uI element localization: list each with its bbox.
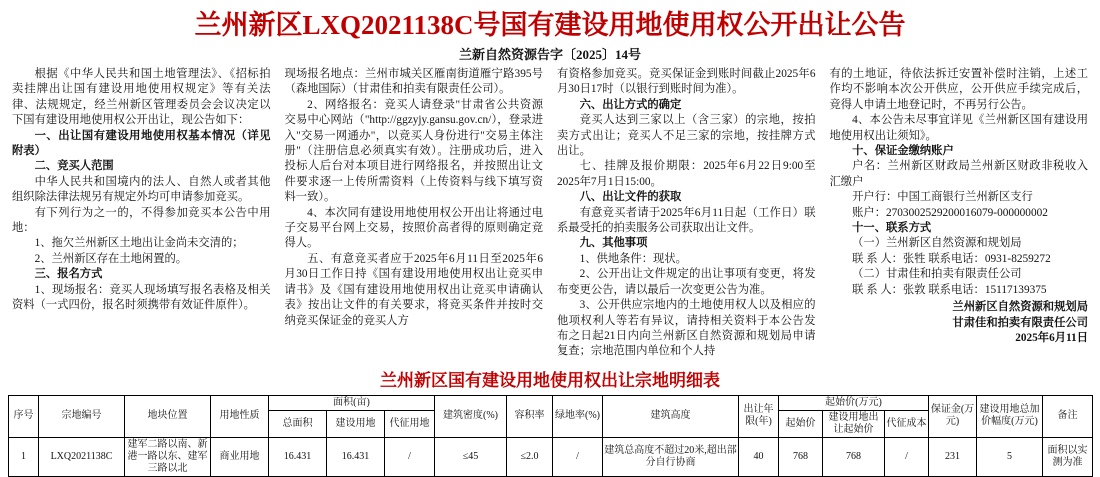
- th-floor-area-ratio: 容积率: [507, 395, 553, 437]
- paragraph: 五、有意竞买者应于2025年6月11日至2025年6月30日工作日持《国有建设用地使用权出让竞买申请书》及《国有建设用地使用权出让竞买申请确认表》按出让文件的有关要求，将竞买条件并按时交纳竞买保证金的竞买人方: [284, 252, 543, 327]
- page-title: 兰州新区LXQ2021138C号国有建设用地使用权公开出让公告: [194, 10, 906, 40]
- th-construction-start-price: 建设用地出让起始价: [823, 410, 885, 437]
- cell-no: 1: [9, 437, 39, 476]
- paragraph: 4、本次同有建设用地使用权公开出让将通过电子交易平台网上交易，按照价高者得的原则确定竞得人。: [284, 206, 543, 250]
- paragraph: 十、保证金缴纳账户: [852, 145, 954, 158]
- cell-location: 建军二路以南、新港一路以东、建军三路以北: [125, 437, 211, 476]
- th-construction-area: 建设用地: [327, 410, 385, 437]
- th-green-rate: 绿地率(%): [553, 395, 603, 437]
- paragraph: 4、本公告未尽事宜详见《兰州新区国有建设用地使用权出让须知》。: [829, 114, 1088, 142]
- paragraph: 二、竞买人范围: [34, 160, 114, 173]
- cell-deposit: 231: [929, 437, 977, 476]
- th-remark: 备注: [1043, 395, 1093, 437]
- cell-building-density: ≤45: [435, 437, 507, 476]
- paragraph: 中华人民共和国境内的法人、自然人或者其他组织除法律法规另有规定外均可申请参加竞买。: [12, 175, 271, 204]
- th-area-group: 面积(亩): [269, 395, 435, 410]
- paragraph: 十一、联系方式: [852, 222, 932, 235]
- signature-block: [830, 300, 1089, 346]
- paragraph: 1、现场报名：竞买人现场填写报名表格及相关资料（一式四份，报名时须携带有效证件原件）。: [12, 283, 271, 312]
- document-number: 兰新自然资源告字〔2025〕14号: [458, 47, 641, 62]
- paragraph: 2、公开出让文件规定的出让事项有变更，将发布变更公告，请以最后一次变更公告为准。: [557, 268, 816, 296]
- th-no: 序号: [9, 395, 39, 437]
- th-deposit: 保证金(万元): [929, 395, 977, 437]
- paragraph: 2、网络报名：竞买人请登录"甘肃省公共资源交易中心网站（"http://ggzyjy.gansu.gov.cn/），登录进入"交易一网通办"，以竞买人身份进行"交易主体注册"（注册信息必须真实有效）。注册成功后，进入投标人后台对本项目进行网络报名，并按照出让文件要求逐一上传所需资料（上传资料与线下填写资料一致）。: [284, 98, 543, 204]
- cell-floor-area-ratio: ≤2.0: [507, 437, 553, 476]
- paragraph: （二）甘肃佳和拍卖有限责任公司: [852, 268, 1022, 281]
- paragraph: 有的土地证，待依法拆迁安置补偿时注销，上述工作均不影响本次公开供应，公开供应手续完成后，竞得人申请土地登记时，不再另行公告。: [829, 68, 1088, 111]
- paragraph: （一）兰州新区自然资源和规划局: [852, 237, 1022, 250]
- signature-date: 2025年6月11日: [1015, 331, 1088, 344]
- table-row: [9, 437, 1093, 476]
- th-requisition-area: 代征用地: [385, 410, 435, 437]
- paragraph: 三、报名方式: [34, 268, 103, 281]
- paragraph: 七、挂牌及报价期限：2025年6月22日9:00至2025年7月1日15:00。: [557, 160, 816, 188]
- parcel-detail-table: [8, 395, 1093, 477]
- paragraph: 1、供地条件：现状。: [579, 252, 687, 265]
- cell-construction-area: 16.431: [327, 437, 385, 476]
- th-transfer-years: 出让年限(年): [739, 395, 779, 437]
- th-increment: 建设用地总加价幅度(万元): [977, 395, 1043, 437]
- text-column-3: [557, 67, 816, 360]
- table-header-row-1: [9, 395, 1093, 410]
- paragraph: 3、公开供应宗地内的土地使用权人以及相应的他项权利人等若有异议，请持相关资料于本公告发布之日起21日内向兰州新区自然资源和规划局申请复查；宗地范围内单位和个人持: [557, 299, 816, 358]
- cell-requisition-area: /: [385, 437, 435, 476]
- text-column-4: [830, 67, 1089, 346]
- text-column-2: [285, 67, 544, 329]
- th-start-price: 起始价: [779, 410, 823, 437]
- cell-building-height: 建筑总高度不超过20米,超出部分自行协商: [603, 437, 739, 476]
- paragraph: 2、兰州新区存在土地闲置的。: [34, 252, 188, 265]
- signature-line: 兰州新区自然资源和规划局: [952, 301, 1088, 314]
- paragraph: 有资格参加竞买。竞买保证金到账时间截止2025年6月30日17时（以银行到账时间为准）。: [557, 68, 816, 96]
- cell-land-use: 商业用地: [211, 437, 269, 476]
- paragraph: 竞买人达到三家以上（含三家）的宗地，按拍卖方式出让；竞买人不足三家的宗地，按挂牌方式出让。: [557, 114, 816, 158]
- th-building-height: 建筑高度: [603, 395, 739, 437]
- cell-requisition-cost: /: [885, 437, 929, 476]
- paragraph: 户名：兰州新区财政局兰州新区财政非税收入汇缴户: [829, 160, 1088, 188]
- paragraph: 根据《中华人民共和国土地管理法》、《招标拍卖挂牌出让国有建设用地使用权规定》等有关法律、法规规定，经兰州新区管理委员会会议决定以下国有建设用地使用权公开出让，现公告如下：: [12, 68, 271, 127]
- th-building-density: 建筑密度(%): [435, 395, 507, 437]
- paragraph: 有下列行为之一的，不得参加竞买本公告中用地：: [12, 206, 271, 235]
- paragraph: 一、出让国有建设用地使用权基本情况（详见附表）: [12, 129, 271, 158]
- detail-table-title: 兰州新区国有建设用地使用权出让宗地明细表: [380, 370, 720, 390]
- paragraph: 现场报名地点：兰州市城关区雁南街道雁宁路395号（森地国际）（甘肃佳和拍卖有限责任公司）。: [284, 68, 543, 96]
- paragraph: 九、其他事项: [579, 237, 648, 250]
- cell-start-price: 768: [779, 437, 823, 476]
- th-parcel-no: 宗地编号: [39, 395, 125, 437]
- paragraph: 开户行：中国工商银行兰州新区支行: [852, 191, 1033, 204]
- paragraph: 联 系 人：张敦 联系电话：15117139375: [852, 283, 1047, 296]
- body-columns: [8, 67, 1092, 360]
- cell-construction-start-price: 768: [823, 437, 885, 476]
- signature-line: 甘肃佳和拍卖有限责任公司: [952, 316, 1088, 329]
- paragraph: 六、出让方式的确定: [579, 98, 682, 111]
- th-start-price-group: 起始价(万元): [779, 395, 929, 410]
- paragraph: 有意竞买者请于2025年6月11日起（工作日）联系最受托的拍卖服务公司获取出让文件。: [557, 206, 816, 235]
- paragraph: 八、出让文件的获取: [579, 191, 682, 204]
- paragraph: 账户：2703002529200016079-000000002: [852, 206, 1048, 219]
- cell-increment: 5: [977, 437, 1043, 476]
- th-total-area: 总面积: [269, 410, 327, 437]
- cell-parcel-no: LXQ2021138C: [39, 437, 125, 476]
- th-requisition-cost: 代征成本: [885, 410, 929, 437]
- cell-transfer-years: 40: [739, 437, 779, 476]
- cell-remark: 面积以实测为准: [1043, 437, 1093, 476]
- cell-green-rate: /: [553, 437, 603, 476]
- text-column-1: [12, 67, 271, 314]
- cell-total-area: 16.431: [269, 437, 327, 476]
- paragraph: 1、拖欠兰州新区土地出让金尚未交清的；: [34, 237, 244, 250]
- th-land-use: 用地性质: [211, 395, 269, 437]
- paragraph: 联 系 人：张牲 联系电话：0931-8259272: [852, 252, 1051, 265]
- th-location: 地块位置: [125, 395, 211, 437]
